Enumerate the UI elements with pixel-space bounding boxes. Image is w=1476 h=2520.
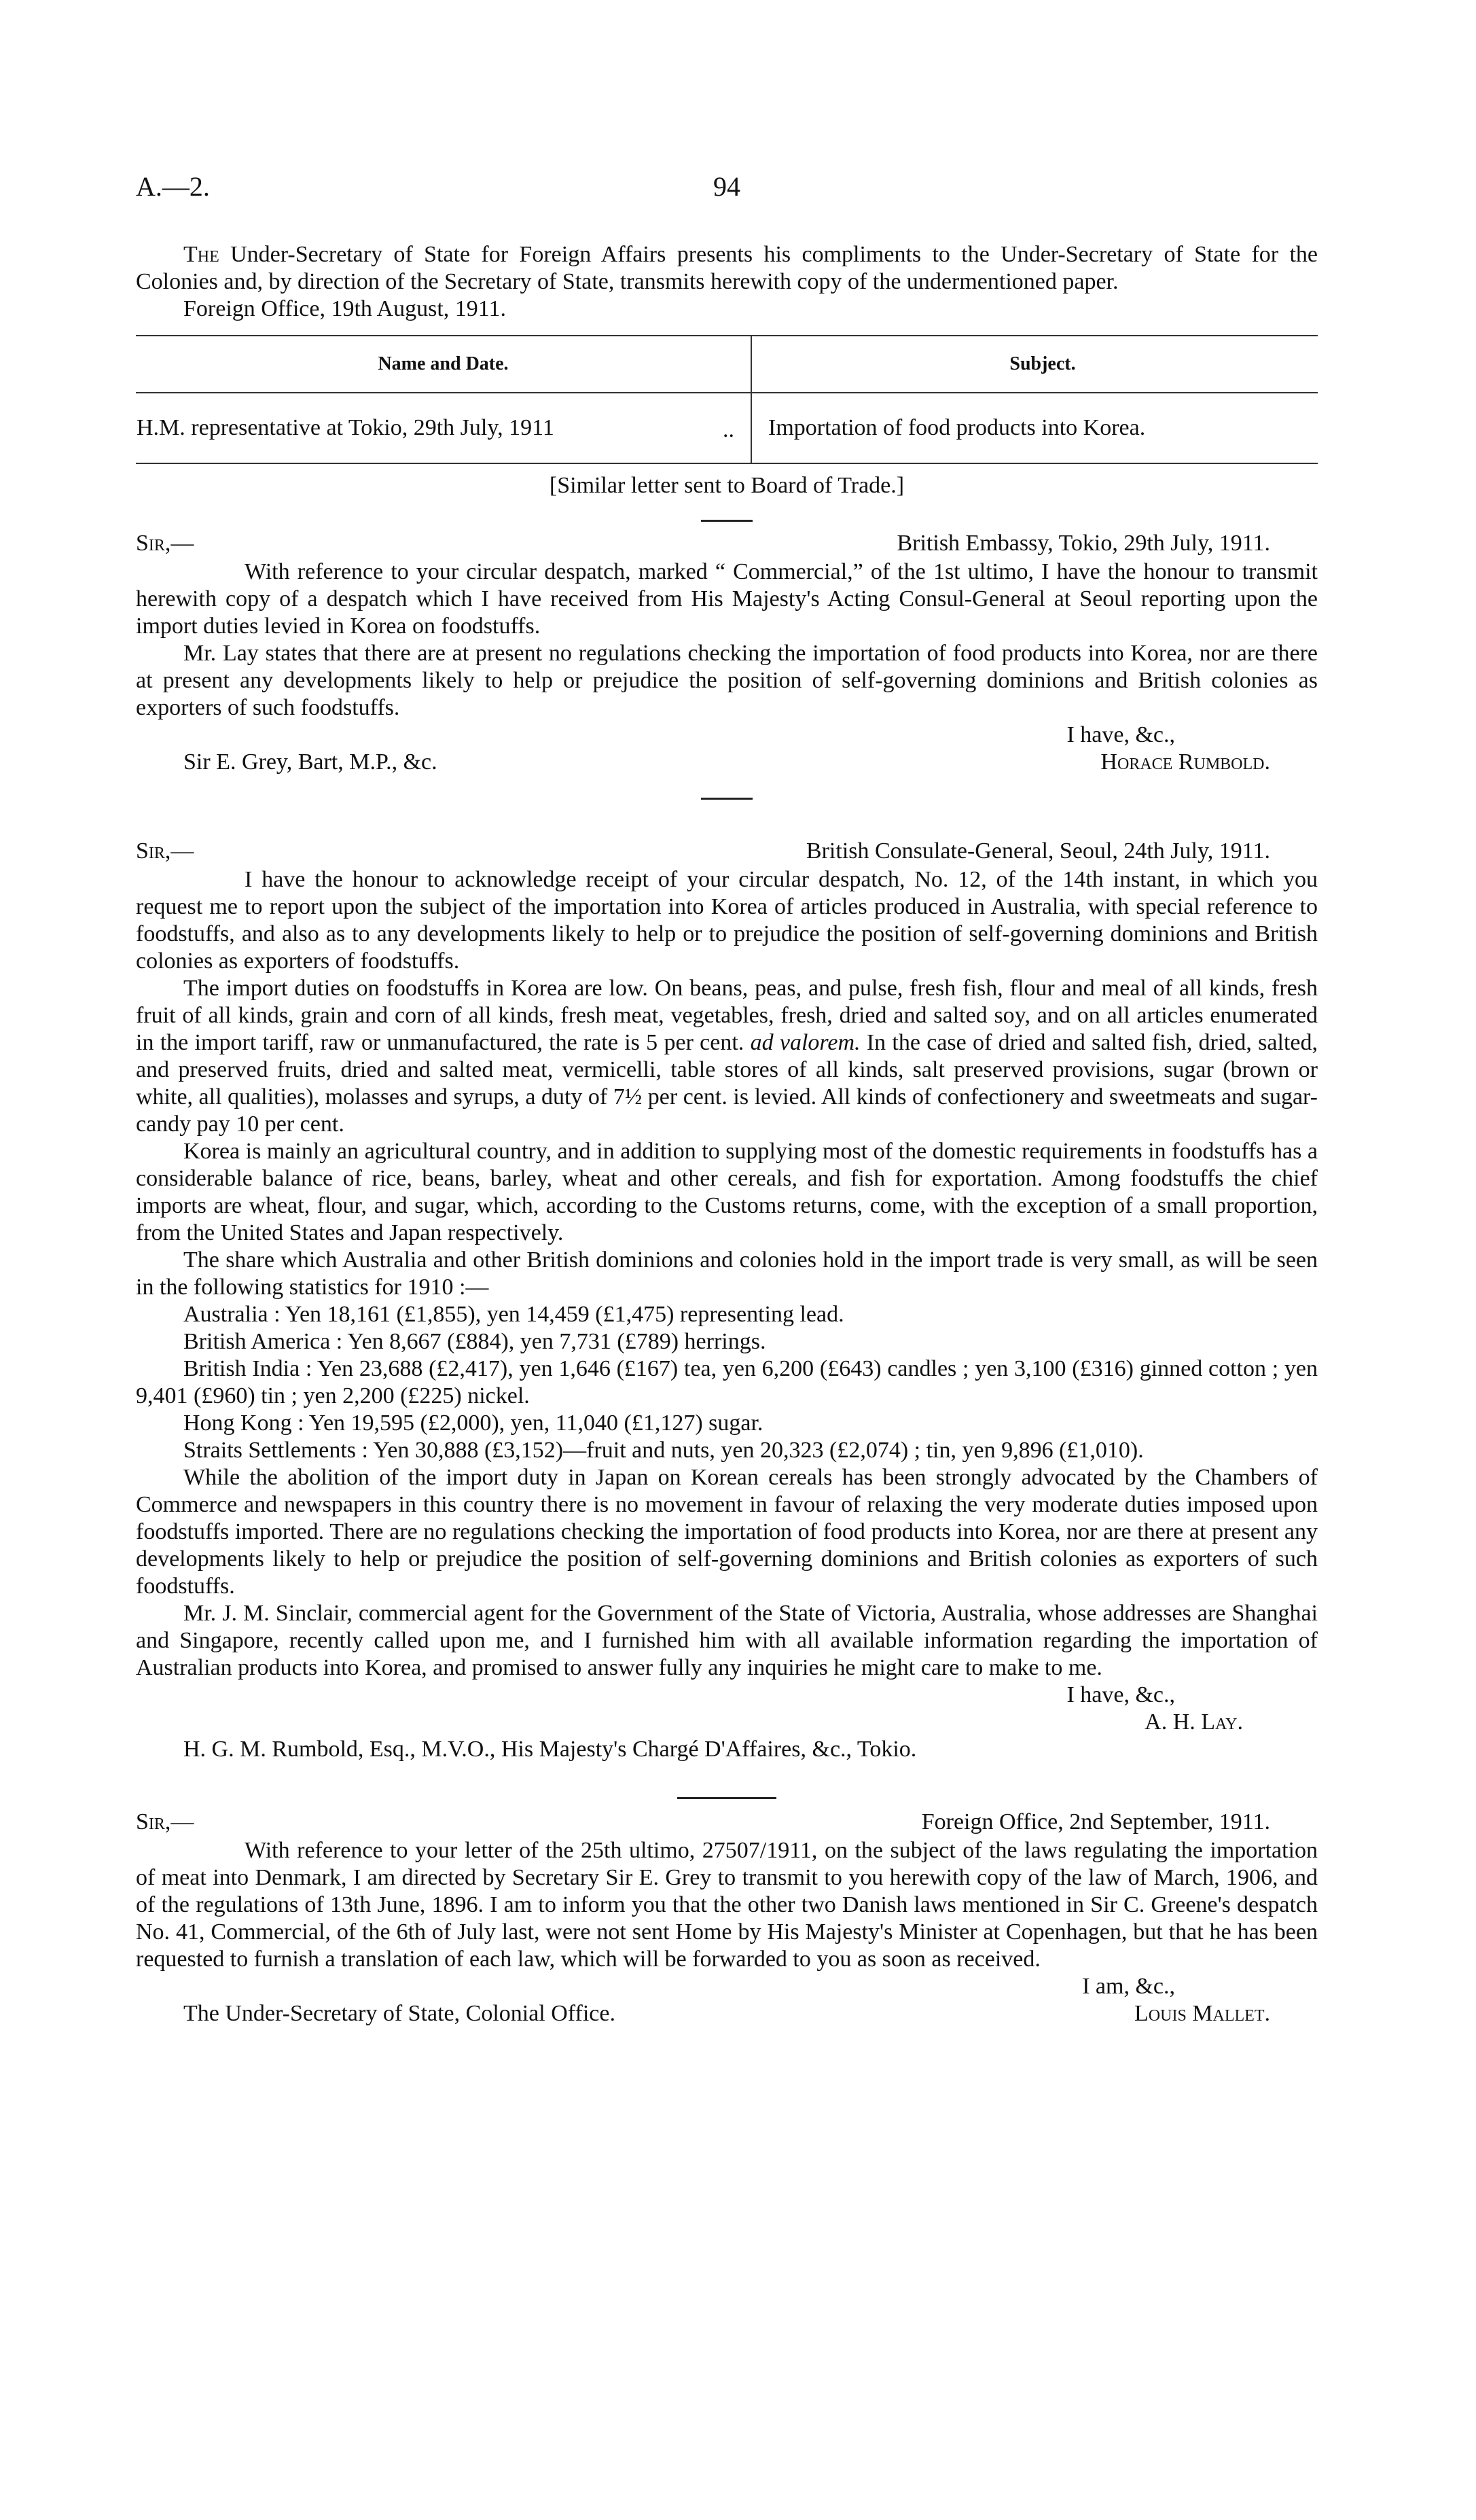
statistics-line: Hong Kong : Yen 19,595 (£2,000), yen, 11,040 (£1,127) sugar. <box>183 1410 763 1436</box>
letter2-place-date: British Consulate-General, Seoul, 24th July, 1911. <box>806 838 1270 864</box>
statistics-line: British India : Yen 23,688 (£2,417), yen 1,646 (£167) tea, yen 6,200 (£643) candles ; yen 3,100 (£316) ginned cotton ; yen 9,401 (£960) tin ; yen 2,200 (£225) nickel. <box>136 1356 1318 1408</box>
letter1-signature: Horace Rumbold. <box>1100 749 1270 775</box>
letter3-closing: I am, &c., <box>1082 1974 1175 1999</box>
letter2-paragraph: Korea is mainly an agricultural country, and in addition to supplying most of the domestic requirements in foodstuffs has a considerable balance of rice, beans, barley, wheat and other cereals, and fish for exportation. Among foodstuffs the chief imports are wheat, flour, and sugar, which, according to the Customs returns, come, with the exception of a small proportion, from the United States and Japan respectively. <box>136 1139 1318 1245</box>
table-leader-dots: .. <box>723 417 734 442</box>
letter3-addressee: The Under-Secretary of State, Colonial Office. <box>183 2001 615 2026</box>
letter2-paragraph: Mr. J. M. Sinclair, commercial agent for the Government of the State of Victoria, Australia, whose addresses are Shanghai and Singapore, recently called upon me, and I furnished him with all available information regarding the importation of Australian products into Korea, and promised to answer fully any inquiries he might care to make to me. <box>136 1601 1318 1680</box>
table-row <box>136 393 1318 463</box>
letter3-salutation: Sir,— <box>136 1809 194 1834</box>
section-divider <box>701 798 753 800</box>
letter2-paragraph-duties: The import duties on foodstuffs in Korea are low. On beans, peas, and pulse, fresh fish, flour and meal of all kinds, fresh fruit of all kinds, grain and corn of all kinds, fresh meat, vegetables, fresh, dried and salted soy, and on all articles enumerated in the import tariff, raw or unmanufactured, the rate is 5 per cent. ad valorem. In the case of dried and salted fish, dried, salted, and preserved fruits, dried and salted meat, vermicelli, table stores of all kinds, salt preserved provisions, sugar (brown or white, all qualities), molasses and syrups, a duty of 7½ per cent. is levied. All kinds of confectionery and sweetmeats and sugar-candy pay 10 per cent. <box>136 976 1318 1137</box>
intro-paragraph <box>136 241 1318 296</box>
letter2-paragraph: I have the honour to acknowledge receipt of your circular despatch, No. 12, of the 14th instant, in which you request me to report upon the subject of the importation into Korea of articles produced in Australia, with special reference to foodstuffs, and also as to any developments likely to help or to prejudice the position of self-governing dominions and British colonies as exporters of foodstuffs. <box>136 867 1318 974</box>
section-divider <box>677 1797 776 1799</box>
letter3-signature: Louis Mallet. <box>1134 2001 1270 2026</box>
statistics-line: Straits Settlements : Yen 30,888 (£3,152)—fruit and nuts, yen 20,323 (£2,074) ; tin, yen 9,896 (£1,010). <box>183 1438 1144 1463</box>
letter1-closing: I have, &c., <box>1066 722 1175 747</box>
table-cell-name <box>136 393 751 463</box>
statistics-line: British America : Yen 8,667 (£884), yen 7,731 (£789) herrings. <box>183 1329 766 1354</box>
table-header-name-date: Name and Date. <box>136 336 751 393</box>
page-header <box>136 173 1318 214</box>
letter2-heading <box>136 838 1318 866</box>
letter1-paragraph: Mr. Lay states that there are at present no regulations checking the importation of food products into Korea, nor are there at present any developments likely to help or prejudice the position of self-governing dominions and British colonies as exporters of such foodstuffs. <box>136 641 1318 720</box>
intro-lead-word: The <box>183 242 219 267</box>
intro-office-date: Foreign Office, 19th August, 1911. <box>183 296 507 321</box>
table-cell-subject: Importation of food products into Korea. <box>751 393 1318 463</box>
letter3-paragraph: With reference to your letter of the 25th ultimo, 27507/1911, on the subject of the laws regulating the importation of meat into Denmark, I am directed by Secretary Sir E. Grey to transmit to you herewith copy of the law of March, 1906, and of the regulations of 13th June, 1896. I am to inform you that the other two Danish laws mentioned in Sir C. Greene's despatch No. 41, Commercial, of the 6th of July last, were not sent Home by His Majesty's Minister at Copenhagen, but that he has been requested to furnish a translation of each law, which will be forwarded to you as soon as received. <box>136 1838 1318 1972</box>
document-page <box>136 173 1318 2029</box>
letter2-addressee: H. G. M. Rumbold, Esq., M.V.O., His Majesty's Chargé D'Affaires, &c., Tokio. <box>183 1737 917 1762</box>
letter2-signature: A. H. Lay. <box>1145 1709 1243 1735</box>
letter2-paragraph: The share which Australia and other British dominions and colonies hold in the import trade is very small, as will be seen in the following statistics for 1910 :— <box>136 1247 1318 1300</box>
table-header-subject: Subject. <box>751 336 1318 393</box>
table-cell-name-text: H.M. representative at Tokio, 29th July, 1911 <box>137 415 554 440</box>
similar-letter-note: [Similar letter sent to Board of Trade.] <box>549 473 905 498</box>
letter1-place-date: British Embassy, Tokio, 29th July, 1911. <box>897 531 1270 556</box>
letter2-salutation: Sir,— <box>136 838 194 864</box>
page-reference: A.—2. <box>136 171 210 202</box>
letter2-closing: I have, &c., <box>1066 1682 1175 1707</box>
letter1-heading <box>136 530 1318 558</box>
letter1-salutation: Sir,— <box>136 531 194 556</box>
letter1-paragraph: With reference to your circular despatch, marked “ Commercial,” of the 1st ultimo, I have the honour to transmit herewith copy of a despatch which I have received from His Majesty's Acting Consul-General at Seoul reporting upon the import duties levied in Korea on foodstuffs. <box>136 559 1318 639</box>
page-number: 94 <box>713 171 740 202</box>
letter3-signoff <box>136 2000 1318 2029</box>
intro-text: Under-Secretary of State for Foreign Affairs presents his compliments to the Under-Secretary of State for the Colonies and, by direction of the Secretary of State, transmits herewith copy of the undermentioned paper. <box>136 242 1318 294</box>
statistics-line: Australia : Yen 18,161 (£1,855), yen 14,459 (£1,475) representing lead. <box>183 1302 844 1327</box>
section-divider <box>701 520 753 522</box>
letter2-paragraph: While the abolition of the import duty in Japan on Korean cereals has been strongly advocated by the Chambers of Commerce and newspapers in this country there is no movement in favour of relaxing the very moderate duties imposed upon foodstuffs imported. There are no regulations checking the importation of food products into Korea, nor are there at present any developments likely to help or prejudice the position of self-governing dominions and British colonies as exporters of such foodstuffs. <box>136 1465 1318 1599</box>
letter3-heading <box>136 1809 1318 1837</box>
enclosure-table <box>136 335 1318 464</box>
letter1-signoff <box>136 749 1318 777</box>
letter3-place-date: Foreign Office, 2nd September, 1911. <box>921 1809 1270 1834</box>
letter1-addressee: Sir E. Grey, Bart, M.P., &c. <box>183 749 437 775</box>
